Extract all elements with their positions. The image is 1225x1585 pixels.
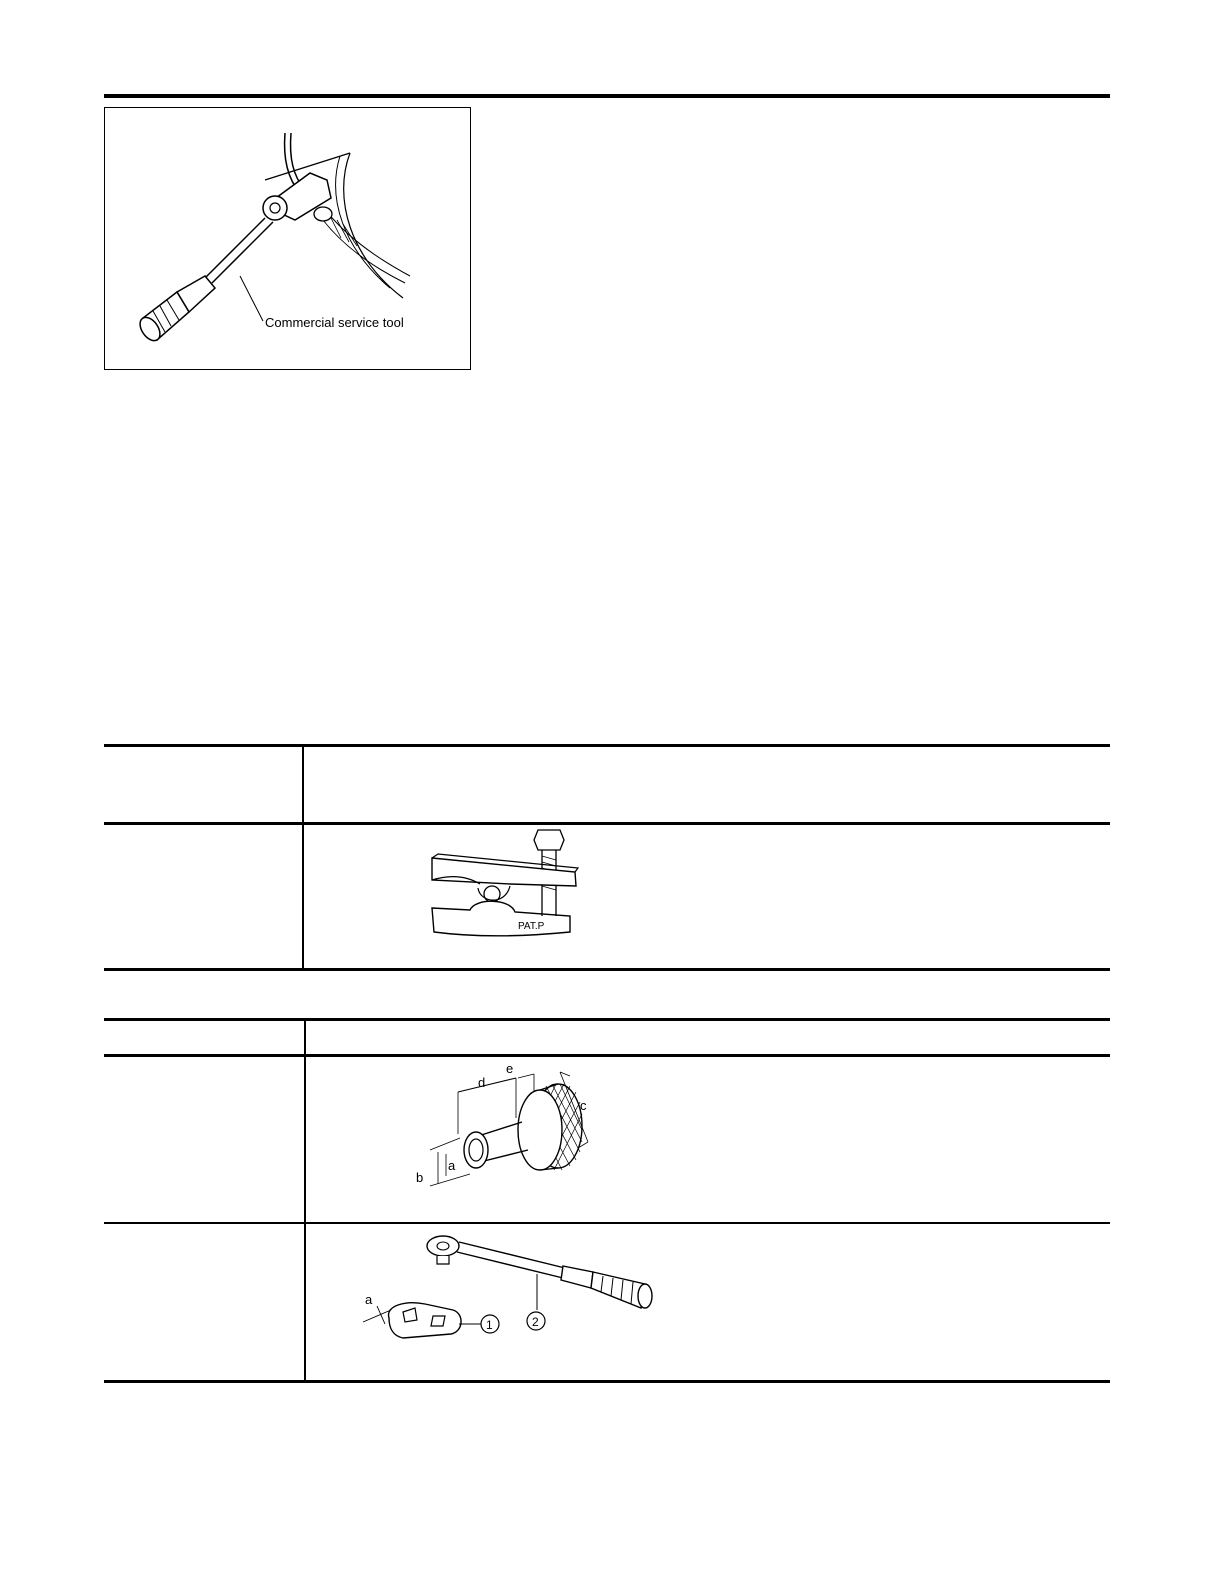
torque-wrench-illustration bbox=[355, 1230, 665, 1370]
callout-2: 2 bbox=[532, 1315, 539, 1329]
commercial-service-tool-figure bbox=[104, 107, 471, 370]
dim-label-a-wrench: a bbox=[365, 1292, 373, 1307]
table2-column-divider bbox=[304, 1018, 306, 1382]
flare-adapter-cell bbox=[410, 1062, 610, 1192]
dim-label-d: d bbox=[478, 1075, 486, 1090]
commercial-service-tool-label: Commercial service tool bbox=[265, 315, 404, 330]
dim-label-b: b bbox=[416, 1170, 424, 1185]
ball-joint-remover-illustration bbox=[400, 828, 600, 963]
table2-top-rule bbox=[104, 1018, 1110, 1021]
callout-1: 1 bbox=[486, 1318, 493, 1332]
table1-bottom-rule bbox=[104, 968, 1110, 971]
dim-label-e: e bbox=[506, 1062, 514, 1076]
flare-nut-wrench-illustration bbox=[105, 108, 472, 371]
flare-adapter-illustration bbox=[410, 1062, 610, 1192]
table1-header-rule bbox=[104, 822, 1110, 825]
ball-joint-remover-cell bbox=[400, 828, 600, 963]
table2-row-divider bbox=[104, 1222, 1110, 1224]
table2-bottom-rule bbox=[104, 1380, 1110, 1383]
table2-header-rule bbox=[104, 1054, 1110, 1057]
torque-wrench-cell bbox=[355, 1230, 665, 1370]
header-rule bbox=[104, 94, 1110, 98]
pat-p-stamp: PAT.P bbox=[518, 921, 545, 932]
table1-top-rule bbox=[104, 744, 1110, 747]
table1-column-divider bbox=[302, 744, 304, 970]
dim-label-c: c bbox=[580, 1098, 587, 1113]
dim-label-a: a bbox=[448, 1158, 456, 1173]
